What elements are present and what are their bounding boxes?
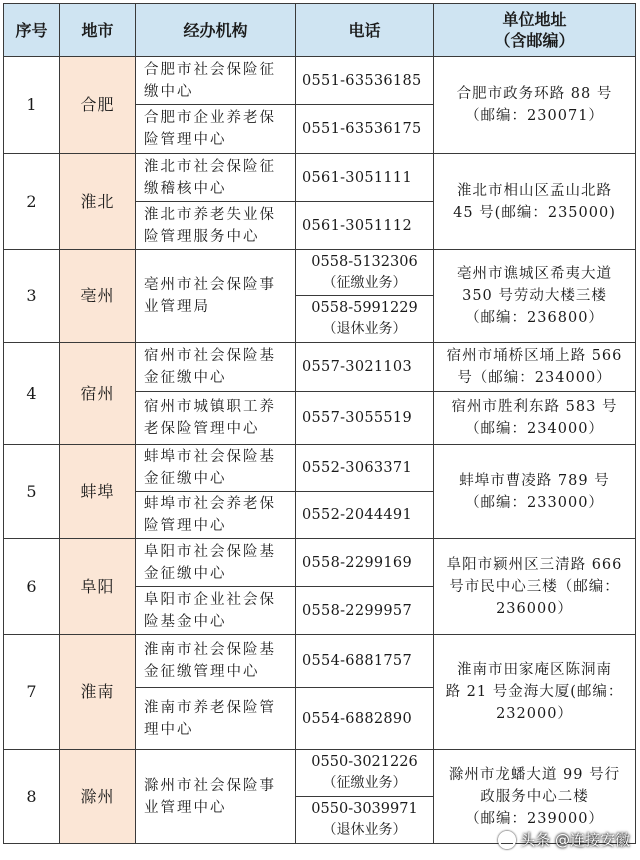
row-city: 宿州	[60, 343, 136, 445]
address: 宿州市埇桥区埇上路 566 号（邮编：234000）	[434, 343, 636, 392]
row-index: 2	[4, 154, 60, 250]
agency-name: 亳州市社会保险事 业管理局	[136, 250, 296, 343]
phone-number: 0554-6882890	[296, 688, 434, 750]
row-index: 5	[4, 445, 60, 539]
watermark-text: 头条 @连接安徽	[520, 831, 630, 849]
phone-number: 0558-2299957	[296, 587, 434, 635]
row-index: 3	[4, 250, 60, 343]
row-city: 蚌埠	[60, 445, 136, 539]
header-city: 地市	[60, 4, 136, 57]
header-address: 单位地址 （含邮编）	[434, 4, 636, 57]
table-row	[4, 154, 636, 202]
phone-number: 0558-2299169	[296, 539, 434, 587]
phone-number: 0550-3039971 （退休业务）	[296, 797, 434, 844]
address: 蚌埠市曹凌路 789 号 （邮编：233000）	[434, 445, 636, 539]
row-city: 亳州	[60, 250, 136, 343]
phone-number: 0552-3063371	[296, 445, 434, 492]
row-index: 4	[4, 343, 60, 445]
row-city: 淮南	[60, 635, 136, 750]
table-row	[4, 343, 636, 392]
table-row	[4, 57, 636, 105]
row-index: 7	[4, 635, 60, 750]
watermark-logo-icon	[498, 831, 516, 849]
header-index: 序号	[4, 4, 60, 57]
agency-name: 淮北市养老失业保 险管理服务中心	[136, 202, 296, 250]
table-header-row	[4, 4, 636, 57]
table-row	[4, 539, 636, 587]
address: 宿州市胜利东路 583 号 （邮编：234000）	[434, 392, 636, 445]
address: 阜阳市颍州区三清路 666 号市民中心三楼（邮编： 236000）	[434, 539, 636, 635]
phone-number: 0558-5991229 （退休业务）	[296, 296, 434, 343]
header-agency: 经办机构	[136, 4, 296, 57]
social-insurance-agency-table	[3, 3, 636, 844]
source-watermark	[498, 829, 630, 850]
table-row	[4, 250, 636, 296]
row-index: 1	[4, 57, 60, 154]
agency-name: 蚌埠市社会保险基 金征缴中心	[136, 445, 296, 492]
row-city: 阜阳	[60, 539, 136, 635]
header-phone: 电话	[296, 4, 434, 57]
phone-number: 0551-63536175	[296, 105, 434, 154]
address: 亳州市谯城区希夷大道 350 号劳动大楼三楼 （邮编：236800）	[434, 250, 636, 343]
phone-number: 0551-63536185	[296, 57, 434, 105]
agency-name: 宿州市城镇职工养 老保险管理中心	[136, 392, 296, 445]
table-row	[4, 750, 636, 797]
agency-name: 淮南市养老保险管 理中心	[136, 688, 296, 750]
table-row	[4, 635, 636, 688]
phone-number: 0552-2044491	[296, 492, 434, 539]
agency-name: 淮北市社会保险征 缴稽核中心	[136, 154, 296, 202]
phone-number: 0557-3021103	[296, 343, 434, 392]
phone-number: 0558-5132306 （征缴业务）	[296, 250, 434, 296]
row-city: 淮北	[60, 154, 136, 250]
agency-name: 合肥市企业养老保 险管理中心	[136, 105, 296, 154]
agency-name: 淮南市社会保险基 金征缴管理中心	[136, 635, 296, 688]
agency-name: 蚌埠市社会养老保 险管理中心	[136, 492, 296, 539]
phone-number: 0557-3055519	[296, 392, 434, 445]
agency-name: 合肥市社会保险征 缴中心	[136, 57, 296, 105]
address: 淮北市相山区孟山北路 45 号(邮编：235000)	[434, 154, 636, 250]
agency-name: 宿州市社会保险基 金征缴中心	[136, 343, 296, 392]
phone-number: 0554-6881757	[296, 635, 434, 688]
address: 淮南市田家庵区陈洞南 路 21 号金海大厦(邮编： 232000）	[434, 635, 636, 750]
phone-number: 0550-3021226 （征缴业务）	[296, 750, 434, 797]
agency-name: 滁州市社会保险事 业管理中心	[136, 750, 296, 844]
row-city: 滁州	[60, 750, 136, 844]
row-index: 8	[4, 750, 60, 844]
row-city: 合肥	[60, 57, 136, 154]
agency-name: 阜阳市社会保险基 金征缴中心	[136, 539, 296, 587]
row-index: 6	[4, 539, 60, 635]
table-row	[4, 445, 636, 492]
agency-name: 阜阳市企业社会保 险基金中心	[136, 587, 296, 635]
phone-number: 0561-3051112	[296, 202, 434, 250]
address: 滁州市龙蟠大道 99 号行 政服务中心二楼 （邮编：239000）	[434, 750, 636, 844]
phone-number: 0561-3051111	[296, 154, 434, 202]
address: 合肥市政务环路 88 号 （邮编：230071）	[434, 57, 636, 154]
